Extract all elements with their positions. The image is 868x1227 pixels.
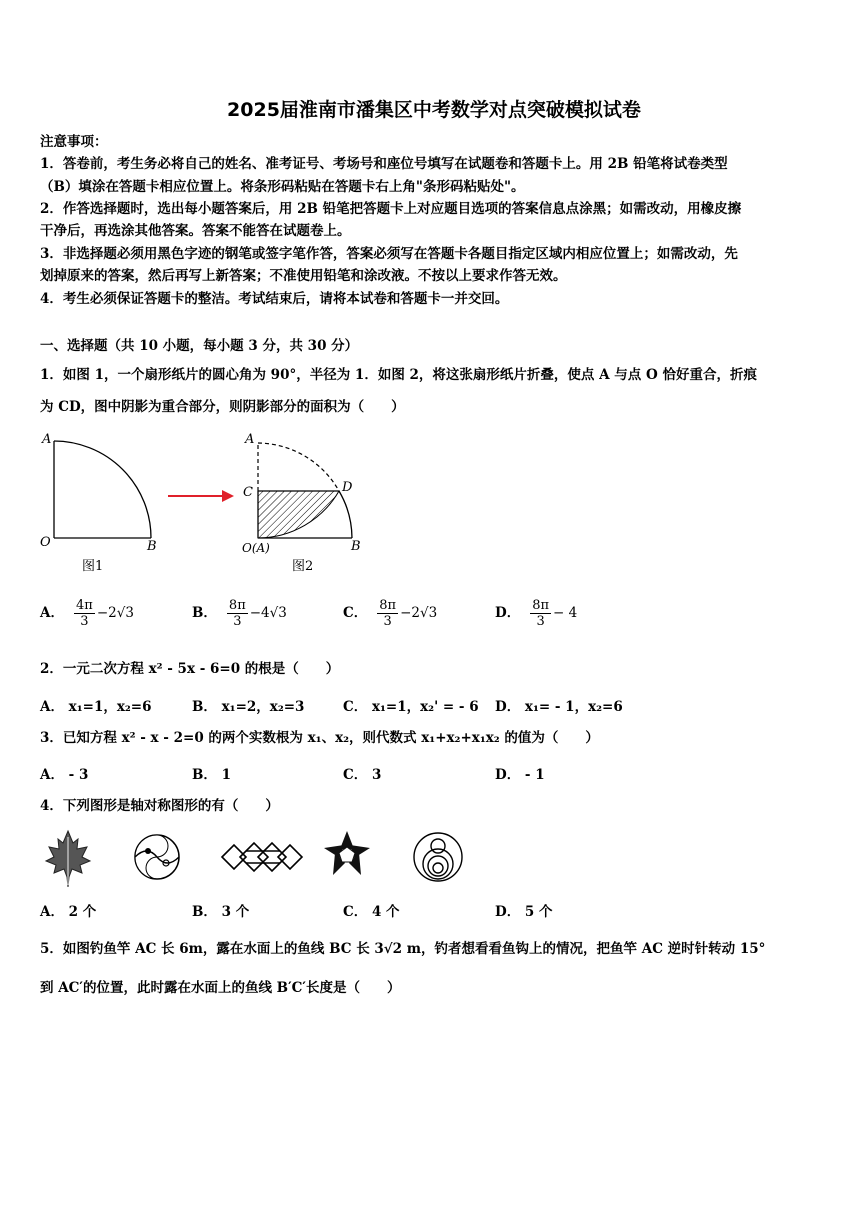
q1-option-a[interactable]: A． $\frac{4\pi}{3}$ −2√3 (40, 598, 134, 629)
notice-line: 1．答卷前，考生务必将自己的姓名、准考证号、考场号和座位号填写在试题卷和答题卡上。用 2B 铅笔将试卷类型 (40, 156, 728, 172)
point-d-label: D (342, 480, 353, 495)
q2-option-b[interactable]: B． x₁=2，x₂=3 (192, 699, 305, 715)
q4-option-d[interactable]: D． 5 个 (495, 904, 553, 920)
q1-stem: 1．如图 1，一个扇形纸片的圆心角为 90°，半径为 1．如图 2，将这张扇形纸片折叠，使点 A 与点 O 恰好重合，折痕 (40, 367, 757, 383)
q4-option-a[interactable]: A． 2 个 (40, 904, 97, 920)
q2-option-c[interactable]: C． x₁=1，x₂' = - 6 (343, 699, 479, 715)
point-o-label: O(A) (242, 541, 270, 555)
page-title: 2025届淮南市潘集区中考数学对点突破模拟试卷 (227, 99, 641, 121)
q4-option-c[interactable]: C． 4 个 (343, 904, 400, 920)
q2-stem: 2．一元二次方程 x² - 5x - 6=0 的根是（ ） (40, 661, 340, 677)
notice-heading: 注意事项： (40, 134, 108, 150)
figure-2-caption: 图2 (292, 559, 314, 574)
yin-yang-icon (135, 835, 179, 879)
q5-stem: 5．如图钓鱼竿 AC 长 6m，露在水面上的鱼线 BC 长 3√2 m，钓者想看看鱼钩上的情况，把鱼竿 AC 逆时针转动 15° (40, 941, 766, 957)
q5-stem: 到 AC′的位置，此时露在水面上的鱼线 B′C′长度是（ ） (40, 980, 401, 996)
point-o-label: O (40, 535, 51, 550)
q3-stem: 3．已知方程 x² - x - 2=0 的两个实数根为 x₁、x₂，则代数式 x₁+x₂+x₁x₂ 的值为（ ） (40, 730, 599, 746)
q1-option-c[interactable]: C． $\frac{8\pi}{3}$ −2√3 (343, 598, 438, 629)
point-a-label: A (245, 432, 255, 447)
q3-option-b[interactable]: B． 1 (192, 767, 232, 783)
notice-line: 划掉原来的答案，然后再写上新答案；不准使用铅笔和涂改液。不按以上要求作答无效。 (40, 268, 567, 284)
q1-option-b[interactable]: B． $\frac{8\pi}{3}$ −4√3 (192, 598, 287, 629)
point-c-label: C (243, 485, 253, 500)
point-b-label: B (351, 539, 361, 554)
q4-stem: 4．下列图形是轴对称图形的有（ ） (40, 798, 279, 814)
notice-line: （B）填涂在答题卡相应位置上。将条形码粘贴在答题卡右上角"条形码粘贴处"。 (40, 179, 525, 195)
chinese-knot-icon (222, 843, 302, 871)
figure-2-folded-sector (258, 443, 352, 538)
figure-1-caption: 图1 (82, 559, 104, 574)
q1-stem: 为 CD，图中阴影为重合部分，则阴影部分的面积为（ ） (40, 399, 405, 415)
arrow-icon (168, 490, 234, 502)
q1-figures (36, 428, 376, 578)
notice-line: 3．非选择题必须用黑色字迹的钢笔或签字笔作答，答案必须写在答题卡各题目指定区域内相应位置上；如需改动，先 (40, 246, 738, 262)
notice-line: 4．考生必须保证答题卡的整洁。考试结束后，请将本试卷和答题卡一并交回。 (40, 291, 509, 307)
q3-option-c[interactable]: C． 3 (343, 767, 382, 783)
pentagon-flower-icon (324, 831, 370, 875)
q4-option-b[interactable]: B． 3 个 (192, 904, 250, 920)
notice-line: 2．作答选择题时，选出每小题答案后，用 2B 铅笔把答题卡上对应题目选项的答案信息点涂黑；如需改动，用橡皮擦 (40, 201, 742, 217)
maple-leaf-icon (46, 831, 90, 887)
notice-line: 干净后，再选涂其他答案。答案不能答在试题卷上。 (40, 223, 351, 239)
point-b-label: B (147, 539, 157, 554)
q2-option-d[interactable]: D． x₁= - 1，x₂=6 (495, 699, 623, 715)
figure-1-sector (54, 441, 151, 538)
concentric-circles-icon (414, 833, 462, 881)
q4-shapes (40, 827, 470, 889)
point-a-label: A (42, 432, 52, 447)
q3-option-a[interactable]: A． - 3 (40, 767, 89, 783)
q2-option-a[interactable]: A． x₁=1，x₂=6 (40, 699, 152, 715)
section-heading: 一、选择题（共 10 小题，每小题 3 分，共 30 分） (40, 338, 359, 354)
q1-option-d[interactable]: D． $\frac{8\pi}{3}$ − 4 (495, 598, 578, 629)
q3-option-d[interactable]: D． - 1 (495, 767, 545, 783)
